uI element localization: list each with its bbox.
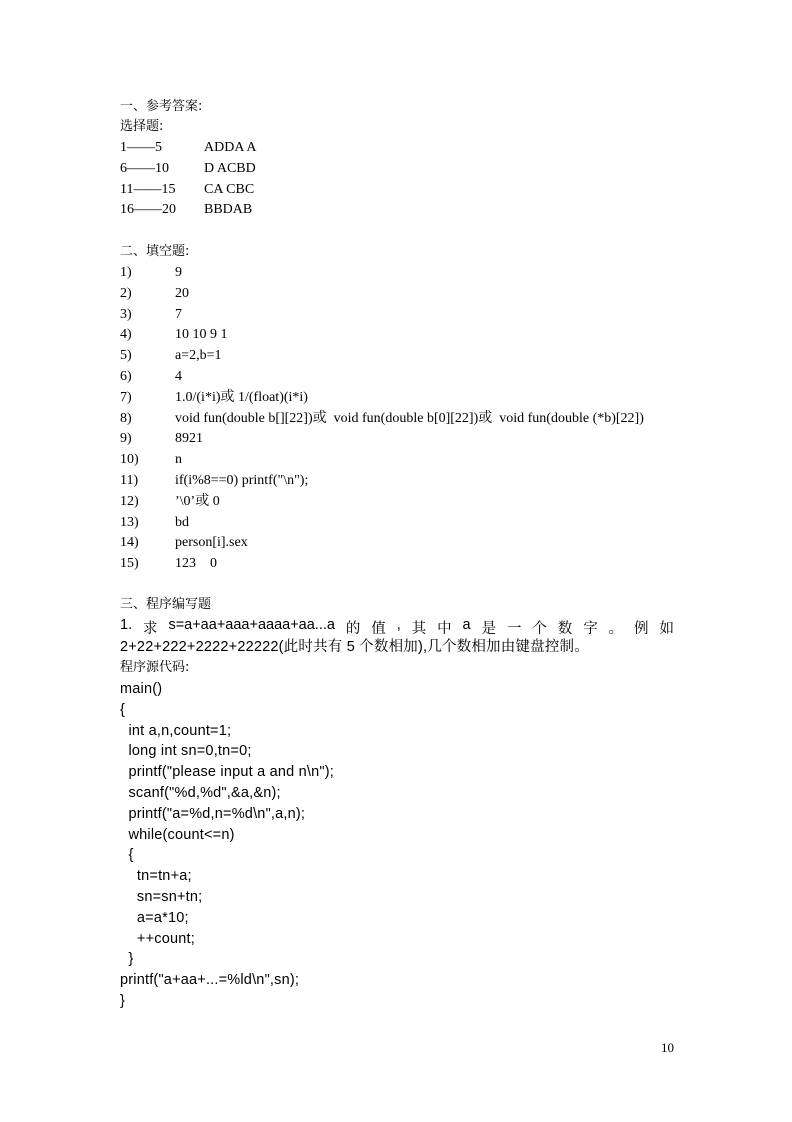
- code-line: printf("a+aa+...=%ld\n",sn);: [120, 972, 300, 988]
- fill-number: 13): [120, 515, 139, 530]
- code-line: while(count<=n): [120, 827, 235, 843]
- source-code-label: 程序源代码:: [120, 660, 190, 675]
- fill-number: 12): [120, 494, 139, 509]
- fill-number: 2): [120, 286, 132, 301]
- code-line: tn=tn+a;: [120, 868, 192, 884]
- section1-title: 一、参考答案:: [120, 99, 203, 114]
- question-1-word: 个: [532, 621, 547, 637]
- question-1-word: 值: [371, 621, 386, 637]
- fill-answer: 1.0/(i*i)或 1/(float)(i*i): [175, 390, 308, 405]
- question-1-word: 如: [659, 621, 674, 637]
- choice-answer: ADDA A: [204, 140, 257, 155]
- fill-answer: 9: [175, 265, 182, 280]
- fill-answer: bd: [175, 515, 189, 530]
- question-1-word: 是: [481, 621, 497, 637]
- choice-answer: CA CBC: [204, 182, 255, 197]
- question-1-word: 其: [411, 621, 427, 637]
- code-line: {: [120, 702, 126, 718]
- choice-answer: BBDAB: [204, 202, 253, 217]
- fill-answer: 20: [175, 286, 189, 301]
- question-1-word: 数: [557, 621, 573, 637]
- code-line: ++count;: [120, 931, 195, 947]
- question-1-word: 求: [143, 621, 158, 637]
- fill-answer: 123 0: [175, 556, 217, 571]
- fill-number: 8): [120, 411, 132, 426]
- fill-answer: person[i].sex: [175, 535, 248, 550]
- fill-number: 5): [120, 348, 132, 363]
- fill-answer: n: [175, 452, 182, 467]
- choice-range: 16——20: [120, 202, 176, 217]
- question-1-word: 中: [437, 621, 452, 637]
- code-line: printf("a=%d,n=%d\n",a,n);: [120, 806, 306, 822]
- fill-number: 10): [120, 452, 139, 467]
- section1-subtitle: 选择题:: [120, 119, 164, 134]
- fill-number: 9): [120, 431, 132, 446]
- question-1-word: 的: [345, 621, 361, 637]
- fill-answer: if(i%8==0) printf("\n");: [175, 473, 309, 488]
- code-line: }: [120, 993, 126, 1009]
- code-line: scanf("%d,%d",&a,&n);: [120, 785, 281, 801]
- fill-answer: void fun(double b[][22])或 void fun(double b[0][22])或 void fun(double (*b)[22]): [175, 411, 644, 426]
- question-1-word: s=a+aa+aaa+aaaa+aa...a: [168, 617, 335, 633]
- question-1-line1: [120, 617, 674, 638]
- question-1-line2: 2+22+222+2222+22222(此时共有 5 个数相加),几个数相加由键盘控制。: [120, 639, 589, 655]
- code-line: sn=sn+tn;: [120, 889, 203, 905]
- fill-number: 7): [120, 390, 132, 405]
- code-line: }: [120, 951, 134, 967]
- question-1-word: 一: [506, 621, 522, 637]
- section3-title: 三、程序编写题: [120, 597, 212, 612]
- code-line: a=a*10;: [120, 910, 189, 926]
- fill-answer: 7: [175, 307, 182, 322]
- question-1-word: 1.: [120, 617, 133, 633]
- fill-number: 11): [120, 473, 139, 488]
- page-number: 10: [661, 1040, 674, 1055]
- choice-answer: D ACBD: [204, 161, 256, 176]
- fill-number: 1): [120, 265, 132, 280]
- fill-number: 14): [120, 535, 139, 550]
- fill-number: 4): [120, 327, 132, 342]
- fill-answer: a=2,b=1: [175, 348, 222, 363]
- choice-range: 6——10: [120, 161, 169, 176]
- section2-title: 二、填空题:: [120, 244, 190, 259]
- code-line: printf("please input a and n\n");: [120, 764, 334, 780]
- fill-number: 6): [120, 369, 132, 384]
- question-1-word: 。: [608, 621, 624, 637]
- code-line: {: [120, 847, 134, 863]
- question-1-word: ,: [396, 617, 401, 633]
- fill-number: 15): [120, 556, 139, 571]
- fill-answer: ’\0’或 0: [175, 494, 220, 509]
- question-1-word: a: [462, 617, 471, 633]
- code-line: int a,n,count=1;: [120, 723, 232, 739]
- fill-number: 3): [120, 307, 132, 322]
- fill-answer: 4: [175, 369, 182, 384]
- fill-answer: 10 10 9 1: [175, 327, 228, 342]
- code-line: main(): [120, 681, 163, 697]
- question-1-word: 例: [634, 621, 649, 637]
- question-1-word: 字: [583, 621, 598, 637]
- choice-range: 1——5: [120, 140, 162, 155]
- choice-range: 11——15: [120, 182, 176, 197]
- code-line: long int sn=0,tn=0;: [120, 743, 252, 759]
- fill-answer: 8921: [175, 431, 203, 446]
